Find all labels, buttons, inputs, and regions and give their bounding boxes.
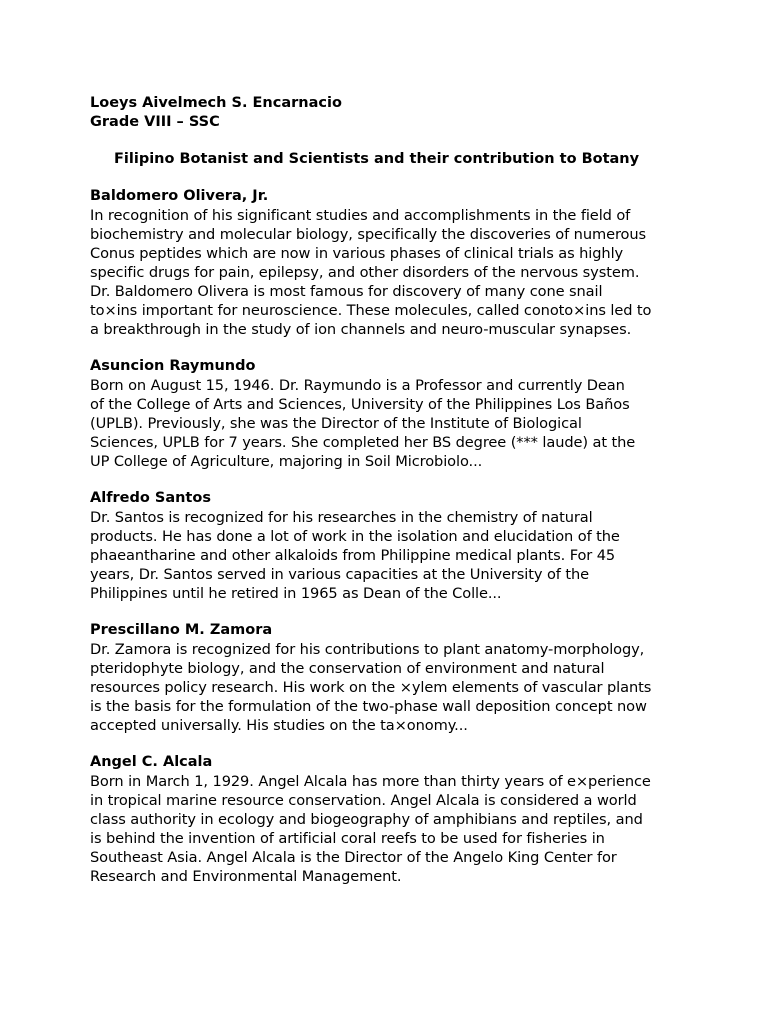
scientist-section bbox=[90, 621, 690, 735]
description-line: specific drugs for pain, epilepsy, and other disorders of the nervous system. bbox=[90, 264, 640, 281]
description-line: years, Dr. Santos served in various capacities at the University of the bbox=[90, 566, 590, 583]
scientist-section bbox=[90, 753, 690, 886]
scientist-name: Prescillano M. Zamora bbox=[90, 622, 273, 638]
description-line: in tropical marine resource conservation. Angel Alcala is considered a world bbox=[90, 792, 637, 809]
description-line: Sciences, UPLB for 7 years. She completed her BS degree (*** laude) at the bbox=[90, 434, 636, 451]
scientist-section bbox=[90, 357, 690, 471]
description-line: is behind the invention of artificial coral reefs to be used for fisheries in bbox=[90, 830, 605, 847]
description-line: Philippines until he retired in 1965 as Dean of the Colle... bbox=[90, 585, 502, 602]
description-line: accepted universally. His studies on the ta×onomy... bbox=[90, 717, 468, 734]
description-line: Born on August 15, 1946. Dr. Raymundo is a Professor and currently Dean bbox=[90, 377, 625, 394]
description-line: (UPLB). Previously, she was the Director of the Institute of Biological bbox=[90, 415, 582, 432]
description-line: In recognition of his significant studies and accomplishments in the field of bbox=[90, 207, 631, 224]
document-page bbox=[90, 94, 690, 886]
description-line: of the College of Arts and Sciences, University of the Philippines Los Baños bbox=[90, 396, 630, 413]
grade-section: Grade VIII – SSC bbox=[90, 114, 220, 130]
description-line: Dr. Baldomero Olivera is most famous for discovery of many cone snail bbox=[90, 283, 603, 300]
document-title: Filipino Botanist and Scientists and their contribution to Botany bbox=[114, 151, 640, 167]
description-line: pteridophyte biology, and the conservation of environment and natural bbox=[90, 660, 605, 677]
author-name: Loeys Aivelmech S. Encarnacio bbox=[90, 95, 342, 111]
scientist-section bbox=[90, 489, 690, 603]
scientist-name: Angel C. Alcala bbox=[90, 754, 213, 770]
description-line: biochemistry and molecular biology, specifically the discoveries of numerous bbox=[90, 226, 647, 243]
description-line: a breakthrough in the study of ion channels and neuro-muscular synapses. bbox=[90, 321, 632, 338]
description-line: Research and Environmental Management. bbox=[90, 868, 402, 885]
scientist-name: Alfredo Santos bbox=[90, 490, 211, 506]
description-line: Born in March 1, 1929. Angel Alcala has more than thirty years of e×perience bbox=[90, 773, 651, 790]
scientist-name: Asuncion Raymundo bbox=[90, 358, 256, 374]
scientist-sections bbox=[90, 187, 690, 886]
description-line: to×ins important for neuroscience. These molecules, called conoto×ins led to bbox=[90, 302, 652, 319]
description-line: products. He has done a lot of work in the isolation and elucidation of the bbox=[90, 528, 620, 545]
description-line: Conus peptides which are now in various phases of clinical trials as highly bbox=[90, 245, 624, 262]
description-line: class authority in ecology and biogeography of amphibians and reptiles, and bbox=[90, 811, 643, 828]
description-line: resources policy research. His work on the ×ylem elements of vascular plants bbox=[90, 679, 652, 696]
scientist-section bbox=[90, 187, 690, 339]
description-line: Dr. Zamora is recognized for his contributions to plant anatomy-morphology, bbox=[90, 641, 645, 658]
description-line: is the basis for the formulation of the two-phase wall deposition concept now bbox=[90, 698, 647, 715]
description-line: UP College of Agriculture, majoring in Soil Microbiolo... bbox=[90, 453, 483, 470]
description-line: Dr. Santos is recognized for his researches in the chemistry of natural bbox=[90, 509, 593, 526]
scientist-name: Baldomero Olivera, Jr. bbox=[90, 188, 269, 204]
description-line: Southeast Asia. Angel Alcala is the Director of the Angelo King Center for bbox=[90, 849, 617, 866]
description-line: phaeantharine and other alkaloids from Philippine medical plants. For 45 bbox=[90, 547, 616, 564]
